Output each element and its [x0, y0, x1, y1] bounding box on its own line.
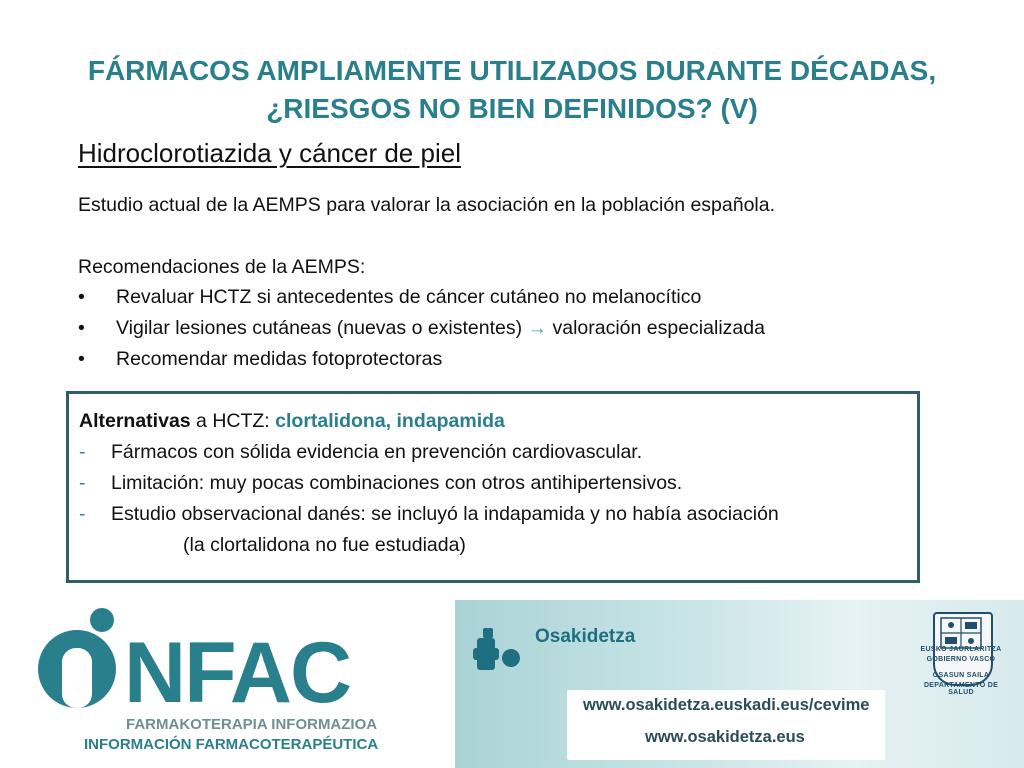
alternatives-drugs: clortalidona, indapamida	[275, 410, 505, 432]
bullet-text: Vigilar lesiones cutáneas (nuevas o existentes)	[116, 317, 523, 339]
alternatives-label: Alternativas	[79, 410, 191, 432]
osakidetza-cross-icon	[473, 628, 527, 682]
gov-line-1: EUSKO JAURLARITZA	[920, 646, 1002, 653]
bullet-text: Revaluar HCTZ si antecedentes de cáncer cutáneo no melanocítico	[116, 286, 702, 308]
gov-line-2: GOBIERNO VASCO	[926, 656, 996, 663]
bullet-arrow-text: valoración especializada	[552, 317, 765, 339]
dash-marker: -	[79, 441, 86, 463]
list-item	[79, 468, 907, 499]
alternatives-mid: a HCTZ:	[190, 410, 276, 432]
list-item	[78, 313, 765, 344]
osakidetza-name: Osakidetza	[535, 626, 636, 647]
title-line-2: ¿RIESGOS NO BIEN DEFINIDOS? (V)	[266, 93, 758, 124]
list-item	[79, 499, 907, 530]
infac-dot-icon	[90, 608, 114, 632]
url-link-osakidetza[interactable]: www.osakidetza.eus	[645, 728, 805, 746]
dash-marker: -	[79, 503, 86, 525]
recommendations-list	[78, 282, 765, 375]
infac-wordmark: NFAC	[124, 625, 351, 721]
gov-line-3: OSASUN SAILA	[932, 672, 990, 679]
infac-line-2: INFORMACIÓN FARMACOTERAPÉUTICA	[84, 736, 379, 753]
bullet-text: Recomendar medidas fotoprotectoras	[116, 348, 443, 370]
osakidetza-banner	[455, 600, 1024, 768]
alternatives-heading	[79, 406, 907, 437]
dash-marker: -	[79, 472, 86, 494]
bullet-icon: •	[78, 317, 85, 339]
bullet-icon: •	[78, 348, 85, 370]
subtitle: Hidroclorotiazida y cáncer de piel	[78, 138, 461, 168]
gov-line-4: DEPARTAMENTO DE SALUD	[923, 682, 999, 696]
arrow-right-icon: →	[527, 317, 548, 339]
alternative-item: Limitación: muy pocas combinaciones con otros antihipertensivos.	[111, 472, 683, 494]
intro-text: Estudio actual de la AEMPS para valorar la asociación en la población española.	[78, 194, 776, 216]
list-item	[79, 437, 907, 468]
bullet-icon: •	[78, 286, 85, 308]
recommendations-title: Recomendaciones de la AEMPS:	[78, 256, 366, 278]
title-line-1: FÁRMACOS AMPLIAMENTE UTILIZADOS DURANTE DÉCADAS,	[87, 55, 937, 86]
alternatives-box	[66, 391, 920, 583]
infac-line-1: FARMAKOTERAPIA INFORMAZIOA	[126, 716, 378, 733]
page-title	[40, 52, 984, 128]
list-item	[78, 282, 765, 313]
alternative-item: Fármacos con sólida evidencia en prevención cardiovascular.	[111, 441, 643, 463]
infac-i-icon	[62, 648, 92, 708]
list-item	[78, 344, 765, 375]
alternative-continuation: (la clortalidona no fue estudiada)	[183, 534, 466, 556]
url-box	[567, 690, 885, 760]
infac-logo	[38, 608, 418, 768]
alternative-item: Estudio observacional danés: se incluyó la indapamida y no había asociación	[111, 503, 779, 525]
url-link-cevime[interactable]: www.osakidetza.euskadi.eus/cevime	[583, 696, 870, 714]
